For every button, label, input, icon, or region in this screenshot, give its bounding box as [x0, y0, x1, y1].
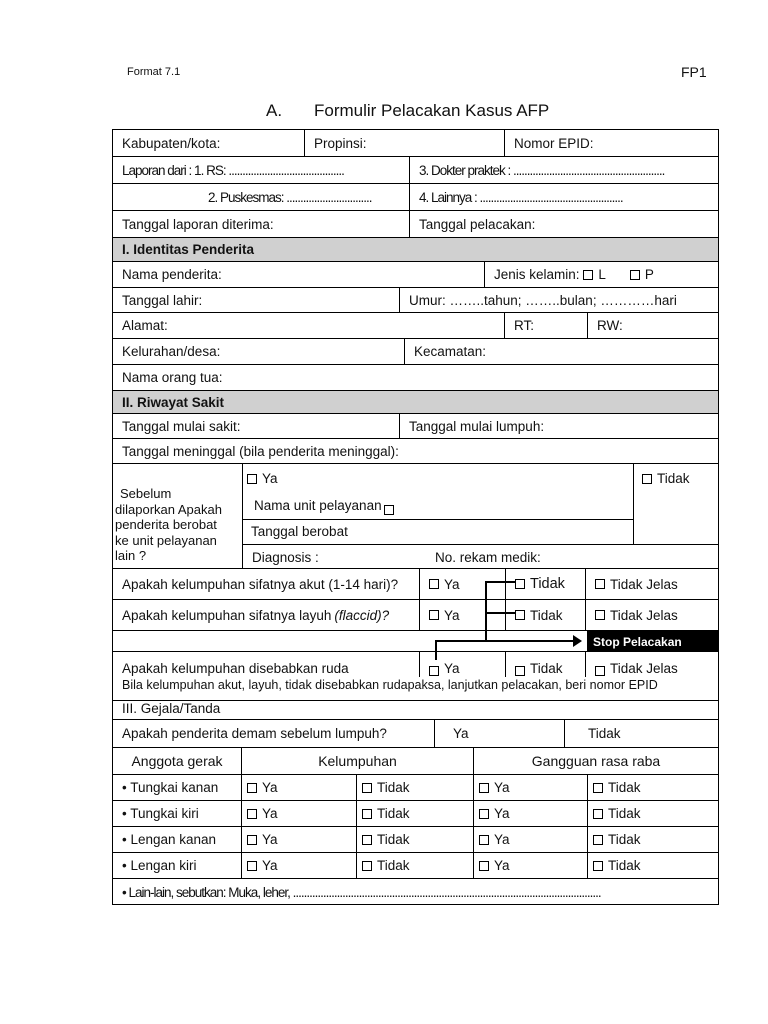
row-alamat [113, 313, 718, 339]
flow-line [485, 581, 487, 640]
option-label: Ya [262, 858, 278, 873]
limb-row-tungkai-kanan [113, 775, 718, 801]
propinsi-field[interactable]: Propinsi: [314, 135, 367, 151]
checkbox-p[interactable] [630, 270, 640, 280]
option-label: Tidak [530, 661, 563, 676]
limb-label: • Lengan kanan [122, 832, 217, 847]
question-layuh: Apakah kelumpuhan sifatnya layuh (flaccid)? [122, 607, 390, 623]
tungkai-kiri-kelumpuhan-ya-checkbox[interactable] [247, 809, 257, 819]
tgl-lahir-field[interactable]: Tanggal lahir: [122, 292, 203, 308]
tgl-mulai-sakit-field[interactable]: Tanggal mulai sakit: [122, 418, 241, 434]
option-label: Ya [262, 471, 278, 486]
diagnosis-field[interactable]: Diagnosis : [252, 550, 319, 565]
option-label: L [598, 267, 606, 282]
checkbox-icon [384, 505, 394, 515]
lainnya-field[interactable]: 4. Lainnya : .................................................... [419, 189, 623, 205]
akut-ya-checkbox[interactable] [429, 579, 439, 589]
form-code: FP1 [681, 64, 707, 80]
tungkai-kanan-kelumpuhan-tidak-checkbox[interactable] [362, 783, 372, 793]
demam-ya-option[interactable]: Ya [453, 726, 469, 741]
flow-line [435, 640, 575, 642]
tungkai-kanan-kelumpuhan-ya-checkbox[interactable] [247, 783, 257, 793]
row-layuh [113, 600, 718, 631]
option-label: Tidak Jelas [610, 661, 678, 676]
lain-lain-field[interactable]: • Lain-lain, sebutkan: Muka, leher, ................................................................................................................ [122, 884, 601, 900]
berobat-tidak-checkbox[interactable] [642, 474, 652, 484]
limb-label: • Tungkai kanan [122, 780, 219, 795]
option-label: Tidak [530, 576, 565, 592]
afp-form [112, 129, 719, 905]
option-label: Ya [262, 806, 278, 821]
kelurahan-field[interactable]: Kelurahan/desa: [122, 344, 221, 359]
option-label: Ya [494, 780, 510, 795]
col-gangguan-rasa-raba: Gangguan rasa raba [531, 753, 661, 769]
nama-penderita-field[interactable]: Nama penderita: [122, 267, 222, 282]
layuh-tidak-checkbox[interactable] [515, 610, 525, 620]
row-lahir [113, 288, 718, 313]
question-demam: Apakah penderita demam sebelum lumpuh? [122, 726, 387, 741]
arrow-right-icon [573, 635, 582, 647]
section-heading: I. Identitas Penderita [122, 242, 255, 257]
ruda-tidak-checkbox[interactable] [515, 666, 525, 676]
demam-tidak-option[interactable]: Tidak [588, 726, 621, 741]
layuh-tidak-jelas-checkbox[interactable] [595, 610, 605, 620]
row-lain-lain [113, 879, 718, 905]
option-label: Tidak [377, 858, 410, 873]
row-laporan-2 [113, 184, 718, 211]
rt-field[interactable]: RT: [514, 318, 535, 333]
format-number: Format 7.1 [127, 66, 181, 78]
option-label: Tidak [377, 832, 410, 847]
akut-tidak-checkbox[interactable] [515, 579, 525, 589]
ruda-tidak-jelas-checkbox[interactable] [595, 666, 605, 676]
row-demam [113, 720, 718, 748]
limb-label: • Tungkai kiri [122, 806, 199, 821]
option-label: Ya [494, 806, 510, 821]
umur-field[interactable]: Umur: ……..tahun; ……..bulan; …………hari [409, 292, 677, 308]
row-gejala-header [113, 748, 718, 775]
option-label: Tidak [657, 471, 690, 486]
jenis-kelamin-label: Jenis kelamin: [494, 267, 580, 282]
option-label: Tidak [377, 806, 410, 821]
tgl-mulai-lumpuh-field[interactable]: Tanggal mulai lumpuh: [409, 418, 545, 434]
rekam-medik-field[interactable]: No. rekam medik: [435, 550, 541, 565]
row-laporan-1 [113, 157, 718, 184]
dokter-praktek-field[interactable]: 3. Dokter praktek : ....................................................... [419, 162, 665, 178]
berobat-ya-checkbox[interactable] [247, 474, 257, 484]
checkbox-l[interactable] [583, 270, 593, 280]
ruda-ya-checkbox[interactable] [429, 666, 439, 676]
flow-line [485, 581, 515, 583]
tgl-berobat-field[interactable]: Tanggal berobat [251, 524, 348, 539]
lengan-kiri-rasa-raba-tidak-checkbox[interactable] [593, 861, 603, 871]
option-label: Tidak Jelas [610, 576, 678, 592]
lengan-kanan-kelumpuhan-ya-checkbox[interactable] [247, 835, 257, 845]
question-ruda: Apakah kelumpuhan disebabkan ruda [122, 661, 349, 676]
akut-tidak-jelas-checkbox[interactable] [595, 579, 605, 589]
title-text: Formulir Pelacakan Kasus AFP [314, 101, 550, 120]
row-region [113, 130, 718, 157]
option-label: Ya [444, 661, 460, 676]
option-label: Tidak [377, 780, 410, 795]
tungkai-kiri-kelumpuhan-tidak-checkbox[interactable] [362, 809, 372, 819]
instruction-note: Bila kelumpuhan akut, layuh, tidak disebabkan rudapaksa, lanjutkan pelacakan, beri nomor EPID [122, 678, 658, 692]
section-heading: II. Riwayat Sakit [122, 394, 225, 410]
option-label: Tidak [608, 806, 641, 821]
berobat-question: Sebelum dilaporkan Apakah penderita berobat ke unit pelayanan lain ? [115, 486, 222, 563]
row-kelurahan [113, 339, 718, 365]
epid-field[interactable]: Nomor EPID: [514, 135, 594, 151]
kecamatan-field[interactable]: Kecamatan: [414, 344, 487, 359]
option-label: P [644, 267, 654, 282]
tungkai-kanan-rasa-raba-tidak-checkbox[interactable] [593, 783, 603, 793]
option-label: Tidak [608, 858, 641, 873]
limb-label: • Lengan kiri [122, 858, 197, 873]
row-berobat [113, 464, 718, 569]
tgl-laporan-field[interactable]: Tanggal laporan diterima: [122, 216, 274, 232]
tgl-meninggal-field[interactable]: Tanggal meninggal (bila penderita meninggal): [122, 443, 399, 459]
question-akut: Apakah kelumpuhan sifatnya akut (1-14 hari)? [122, 576, 399, 592]
lengan-kiri-rasa-raba-ya-checkbox[interactable] [479, 861, 489, 871]
laporan-rs-field[interactable]: Laporan dari : 1. RS: .......................................... [122, 162, 344, 178]
field-label: Nama unit pelayanan [254, 498, 382, 513]
lengan-kanan-rasa-raba-tidak-checkbox[interactable] [593, 835, 603, 845]
rw-field[interactable]: RW: [597, 318, 623, 333]
option-label: Ya [262, 832, 278, 847]
alamat-field[interactable]: Alamat: [122, 318, 168, 333]
row-stop [113, 631, 718, 652]
limb-row-lengan-kiri [113, 853, 718, 879]
layuh-ya-checkbox[interactable] [429, 610, 439, 620]
section-riwayat [113, 391, 718, 414]
tungkai-kiri-rasa-raba-ya-checkbox[interactable] [479, 809, 489, 819]
row-akut [113, 569, 718, 600]
row-orang-tua [113, 365, 718, 391]
option-label: Ya [444, 576, 460, 592]
tungkai-kiri-rasa-raba-tidak-checkbox[interactable] [593, 809, 603, 819]
option-label: Tidak [608, 780, 641, 795]
row-ruda [113, 652, 718, 677]
option-label: Tidak [608, 832, 641, 847]
option-label: Tidak [530, 607, 563, 623]
kabupaten-field[interactable]: Kabupaten/kota: [122, 135, 221, 151]
section-gejala [113, 701, 718, 720]
col-kelumpuhan: Kelumpuhan [318, 753, 397, 769]
orang-tua-field[interactable]: Nama orang tua: [122, 370, 223, 385]
flow-line [485, 612, 515, 614]
row-mulai [113, 414, 718, 439]
row-note [113, 677, 718, 701]
lengan-kiri-kelumpuhan-ya-checkbox[interactable] [247, 861, 257, 871]
tgl-pelacakan-field[interactable]: Tanggal pelacakan: [419, 216, 536, 232]
title-letter: A. [266, 101, 283, 120]
tungkai-kanan-rasa-raba-ya-checkbox[interactable] [479, 783, 489, 793]
nama-unit-field[interactable] [254, 498, 399, 515]
section-heading: III. Gejala/Tanda [122, 701, 221, 716]
lengan-kanan-kelumpuhan-tidak-checkbox[interactable] [362, 835, 372, 845]
page-title [266, 101, 549, 121]
option-label: Ya [262, 780, 278, 795]
stop-pelacakan-badge: Stop Pelacakan [587, 631, 718, 652]
row-tanggal [113, 211, 718, 238]
limb-row-lengan-kanan [113, 827, 718, 853]
limb-row-tungkai-kiri [113, 801, 718, 827]
option-label: Ya [444, 607, 460, 623]
lengan-kanan-rasa-raba-ya-checkbox[interactable] [479, 835, 489, 845]
puskesmas-field[interactable]: 2. Puskesmas: ............................... [208, 189, 372, 205]
option-label: Ya [494, 832, 510, 847]
flow-line [435, 640, 437, 660]
section-identitas [113, 238, 718, 262]
lengan-kiri-kelumpuhan-tidak-checkbox[interactable] [362, 861, 372, 871]
row-nama [113, 262, 718, 288]
option-label: Tidak Jelas [610, 607, 678, 623]
row-meninggal [113, 439, 718, 464]
option-label: Ya [494, 858, 510, 873]
col-anggota-gerak: Anggota gerak [131, 753, 223, 769]
